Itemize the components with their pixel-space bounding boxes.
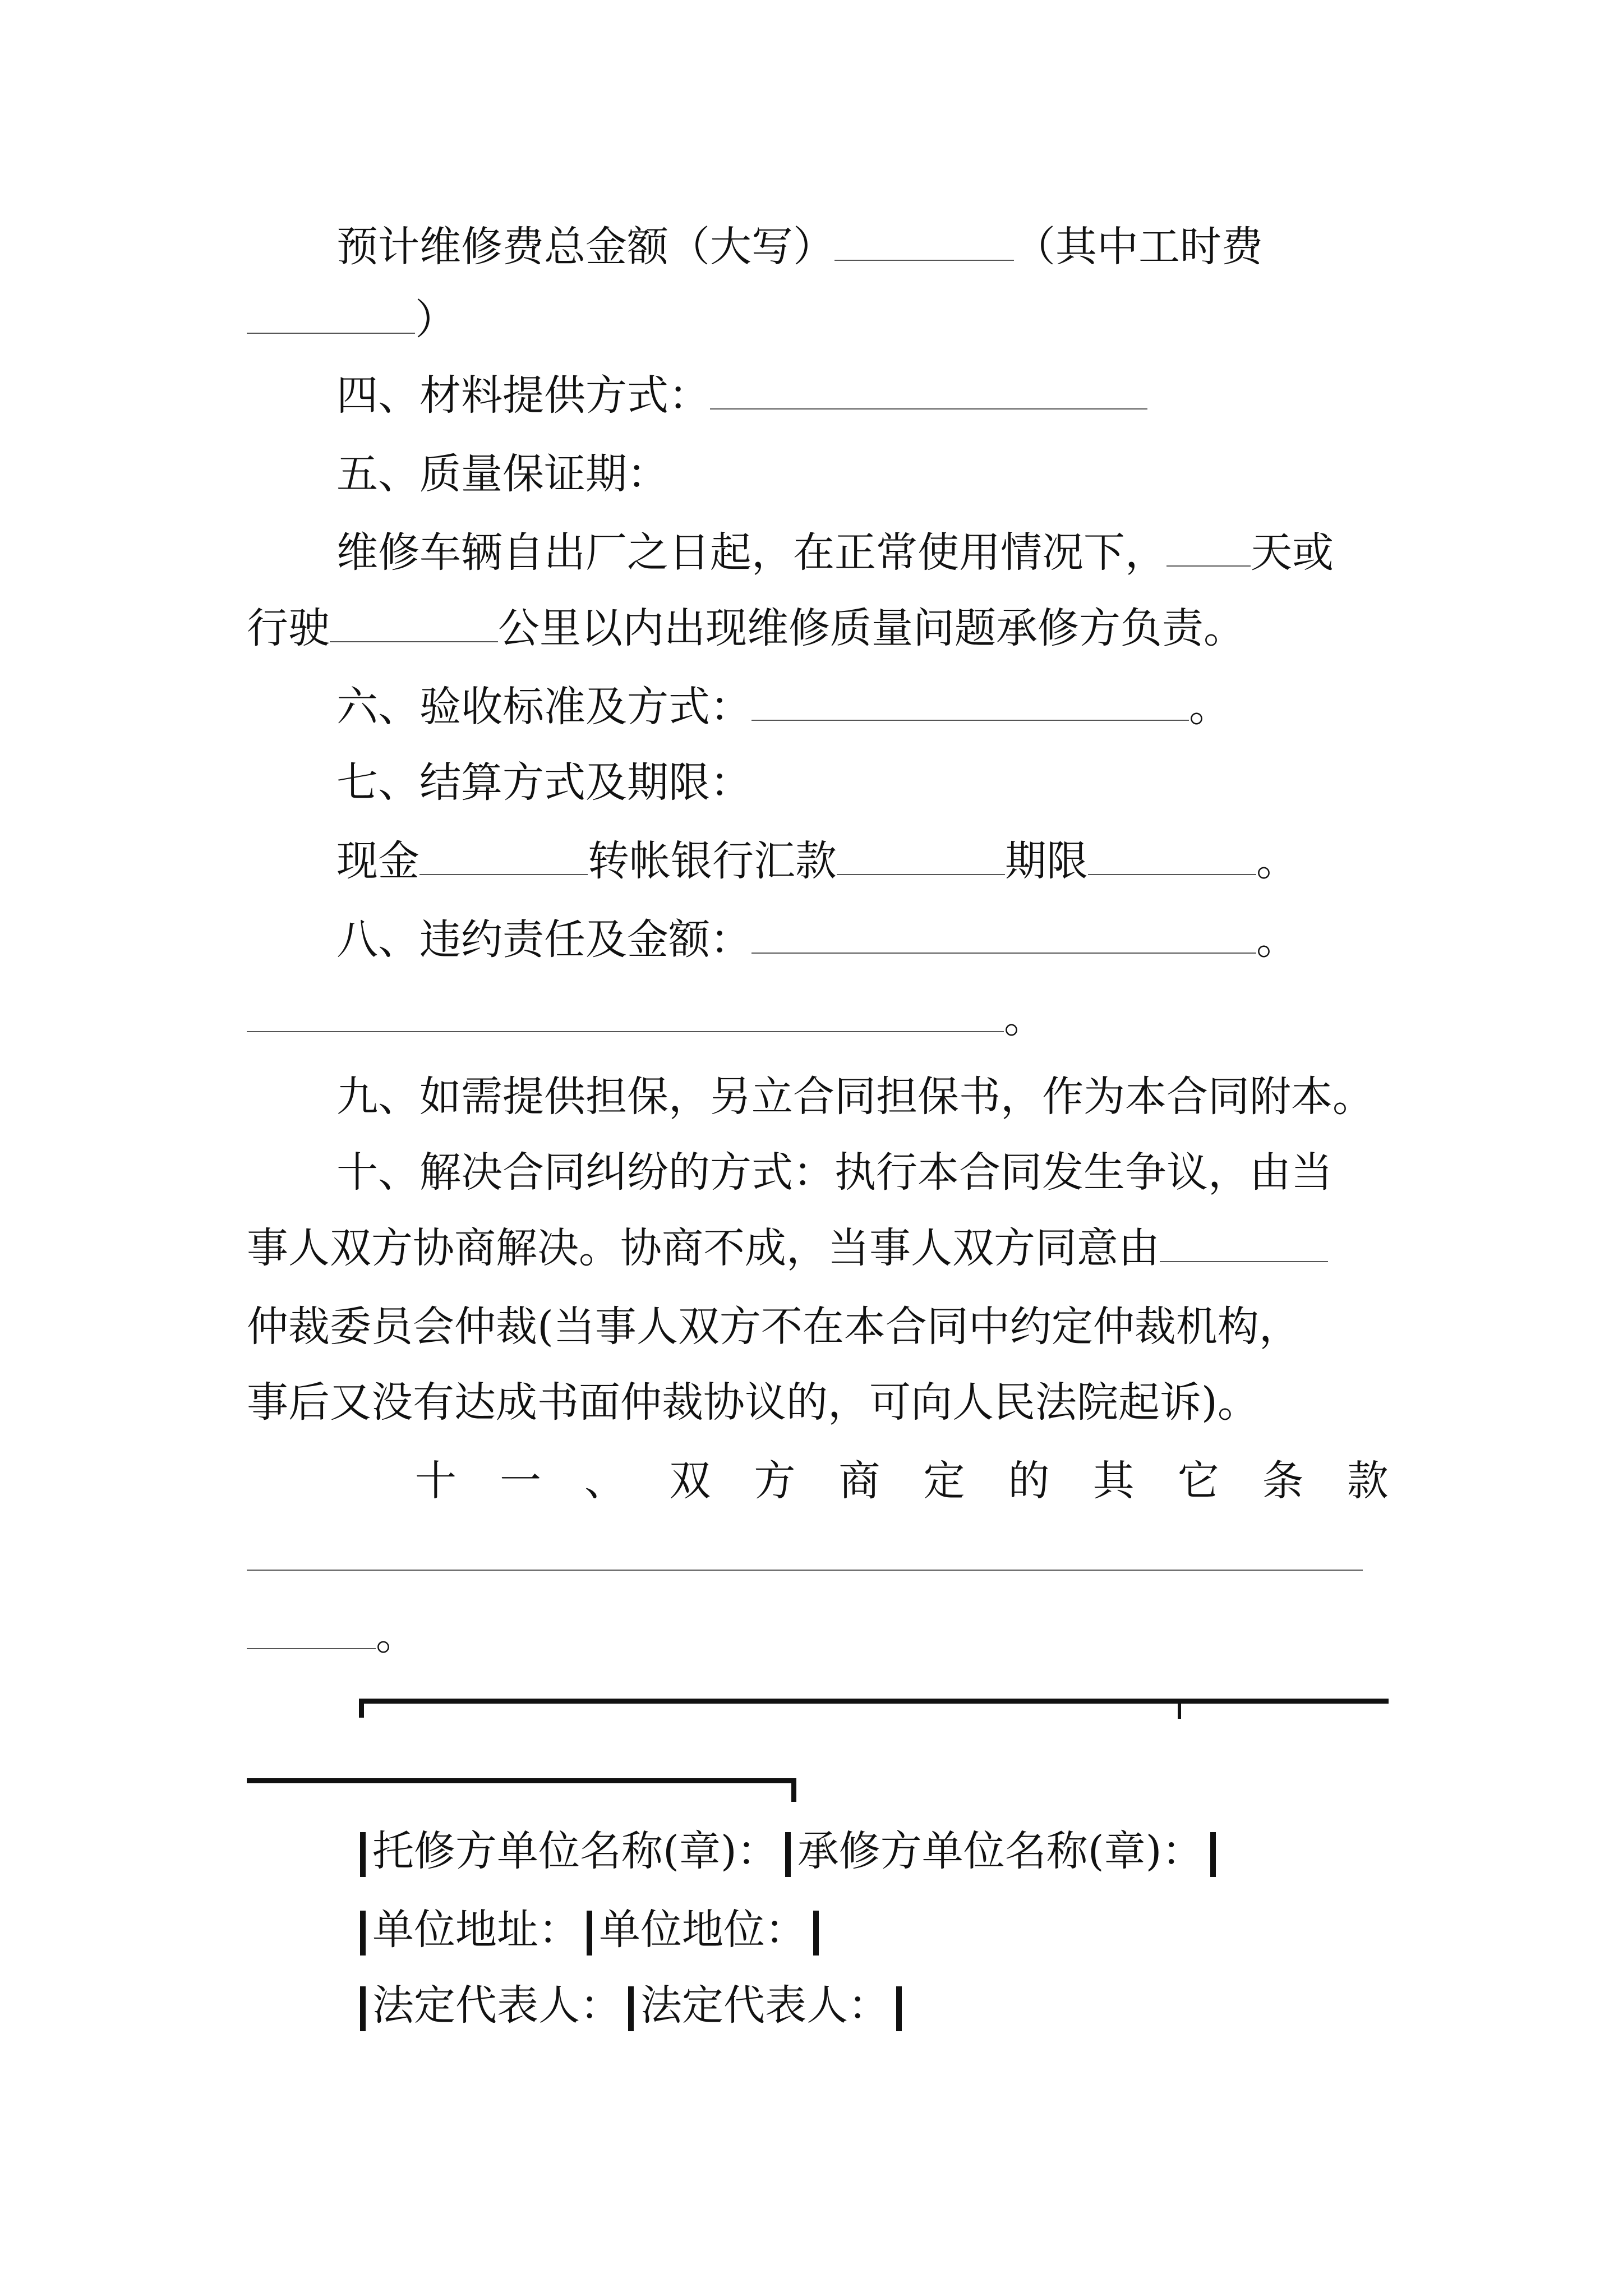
cell-border [360, 1911, 366, 1955]
liability-blank[interactable] [751, 917, 1256, 954]
liability-continued-blank[interactable] [247, 995, 1004, 1032]
acceptance-line: 六、验收标准及方式： 。 [336, 683, 1230, 731]
other-terms-line [247, 1531, 1389, 1582]
dispute-clause-line-3: 仲裁委员会仲裁(当事人双方不在本合同中约定仲裁机构， [247, 1303, 1301, 1351]
guarantee-clause: 九、如需提供担保，另立合同担保书，作为本合同附本。 [336, 1073, 1374, 1121]
dispute-clause-line-1: 十、解决合同纠纷的方式：执行本合同发生争议，由当 [336, 1148, 1332, 1197]
signature-row-address: 单位地址： 单位地位： [353, 1904, 826, 1955]
other-terms-end-blank[interactable] [247, 1612, 376, 1649]
other-terms-heading: 十 一 、 双 方 商 定 的 其 它 条 款 [415, 1457, 1389, 1505]
cell-border [360, 1986, 366, 2031]
table-top-rule [359, 1699, 1389, 1704]
cell-border [360, 1832, 366, 1877]
cash-blank[interactable] [419, 838, 588, 875]
warranty-line: 维修车辆自出厂之日起，在正常使用情况下， 天或 [336, 528, 1334, 577]
deadline-blank[interactable] [1088, 838, 1256, 875]
table-corner-left [359, 1699, 364, 1718]
other-terms-blank[interactable] [247, 1534, 1363, 1571]
warranty-days-blank[interactable] [1166, 530, 1251, 567]
table-column-tick [1178, 1700, 1181, 1719]
cell-border [587, 1911, 592, 1955]
acceptance-blank[interactable] [751, 684, 1189, 721]
other-terms-end-line: 。 [247, 1610, 1389, 1660]
labor-fee-line: ） [247, 295, 1389, 345]
liability-continued-line: 。 [247, 993, 1389, 1043]
mileage-blank[interactable] [330, 605, 498, 642]
dispute-clause-line-4: 事后又没有达成书面仲裁协议的，可向人民法院起诉)。 [247, 1378, 1259, 1427]
settlement-heading: 七、结算方式及期限： [336, 758, 751, 807]
total-fee-line: 预计维修费总金额（大写） （其中工时费 [336, 223, 1263, 271]
transfer-blank[interactable] [837, 838, 1005, 875]
cell-border [896, 1986, 902, 2031]
signature-row-unit-name: 托修方单位名称(章)： 承修方单位名称(章)： [353, 1826, 1223, 1877]
liability-line: 八、违约责任及金额： 。 [336, 915, 1298, 964]
total-fee-blank[interactable] [834, 224, 1014, 261]
table-corner-right [791, 1778, 796, 1802]
cell-border [813, 1911, 819, 1955]
cell-border [1210, 1832, 1216, 1877]
table-second-rule [247, 1778, 796, 1783]
mileage-line: 行驶 公里以内出现维修质量问题承修方负责。 [247, 604, 1245, 652]
arbitration-blank[interactable] [1160, 1225, 1328, 1262]
signature-row-representative: 法定代表人： 法定代表人： [353, 1980, 909, 2031]
labor-fee-blank[interactable] [247, 297, 415, 334]
material-line: 四、材料提供方式： [336, 370, 1389, 421]
warranty-heading: 五、质量保证期： [336, 450, 668, 498]
cell-border [628, 1986, 634, 2031]
cell-border [785, 1832, 791, 1877]
settlement-line: 现金 转帐银行汇款 期限 。 [336, 837, 1298, 885]
dispute-clause-line-2: 事人双方协商解决。协商不成，当事人双方同意由 [247, 1223, 1389, 1273]
material-blank[interactable] [710, 372, 1147, 409]
